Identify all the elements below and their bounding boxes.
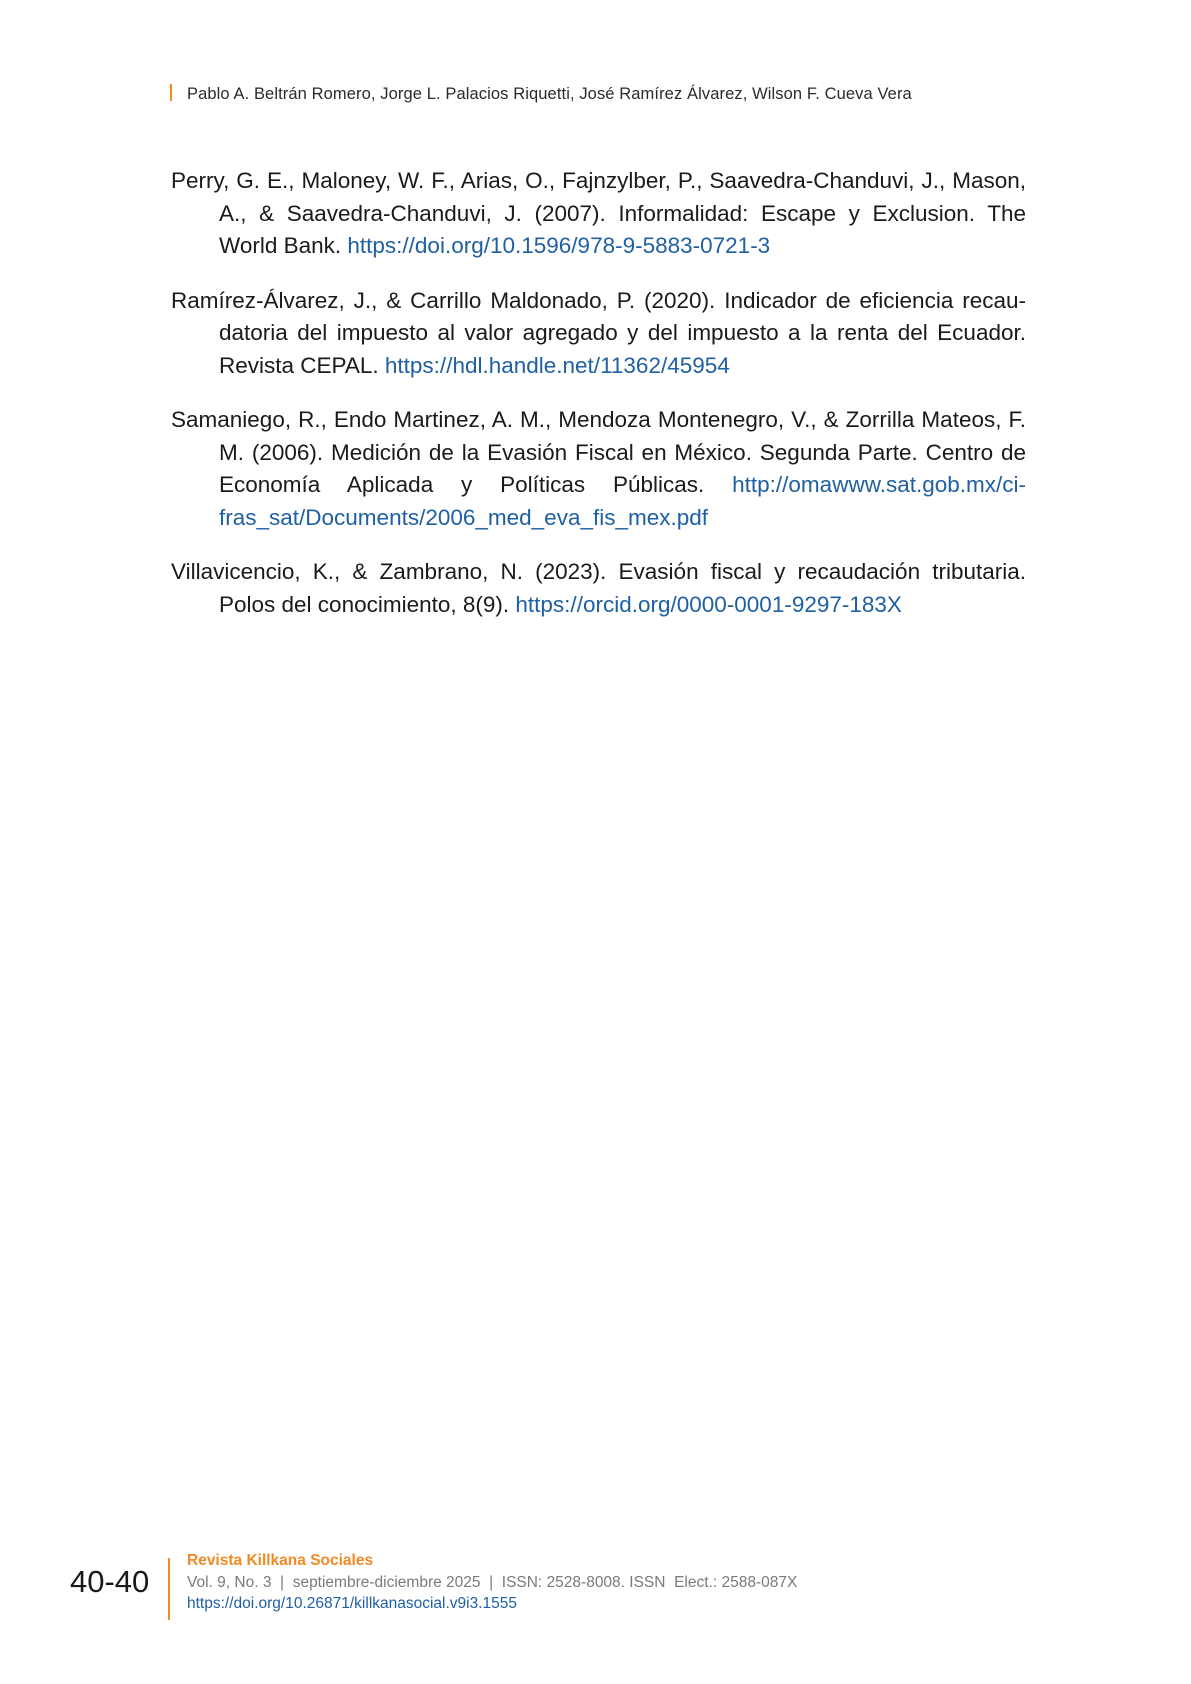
reference-text: Villavicencio, K., & Zambrano, N. (2023). Evasión fiscal y recaudación tributaria. Polos del conocimiento, 8(9). [171, 559, 1026, 617]
reference-link[interactable]: https://orcid.org/0000-0001-9297-183X [515, 591, 902, 617]
footer-journal-info [187, 1550, 797, 1615]
running-header [170, 84, 1070, 104]
reference-entry [171, 556, 1026, 621]
footer-divider [168, 1558, 170, 1620]
reference-link[interactable]: https://doi.org/10.1596/978-9-5883-0721-3 [347, 233, 771, 258]
reference-text: Perry, G. E., Maloney, W. F., Arias, O., Fajnzylber, P., Saavedra-Chanduvi, J., Mason, A., & Saavedra-Chanduvi, J. (2007). Informalidad: Escape y Exclusion. The World Bank. [171, 168, 1026, 258]
journal-doi-link[interactable]: https://doi.org/10.26871/killkanasocial.v9i3.1555 [187, 1595, 518, 1612]
header-accent-bar [170, 84, 172, 101]
header-authors: Pablo A. Beltrán Romero, Jorge L. Palacios Riquetti, José Ramírez Álvarez, Wilson F. Cueva Vera [187, 85, 912, 103]
reference-entry [171, 404, 1026, 534]
reference-list [171, 165, 1026, 643]
reference-link[interactable]: https://hdl.handle.net/11362/45954 [384, 352, 730, 378]
reference-entry [171, 285, 1026, 383]
page-number: 40-40 [70, 1564, 150, 1599]
reference-link[interactable]: http://omawww.sat.gob.mx/cifras_sat/Documents/2006_med_eva_fis_mex.pdf [219, 472, 1026, 530]
page-footer [70, 1550, 1130, 1622]
reference-text: Ramírez-Álvarez, J., & Carrillo Maldonado, P. (2020). Indicador de eficiencia recaudatoria del impuesto al valor agregado y del impuesto a la renta del Ecuador. Revista CEPAL. [171, 287, 1026, 378]
issue-details: Vol. 9, No. 3 | septiembre-diciembre 2025 | ISSN: 2528-8008. ISSN Elect.: 2588-087X [187, 1573, 798, 1591]
journal-name: Revista Killkana Sociales [187, 1552, 374, 1569]
reference-entry [171, 165, 1026, 263]
reference-text: Samaniego, R., Endo Martinez, A. M., Mendoza Montenegro, V., & Zorrilla Mateos, F. M. (2006). Medición de la Evasión Fiscal en México. Segunda Parte. Centro de Economía Aplicada y Políticas Públicas. [171, 407, 1026, 497]
